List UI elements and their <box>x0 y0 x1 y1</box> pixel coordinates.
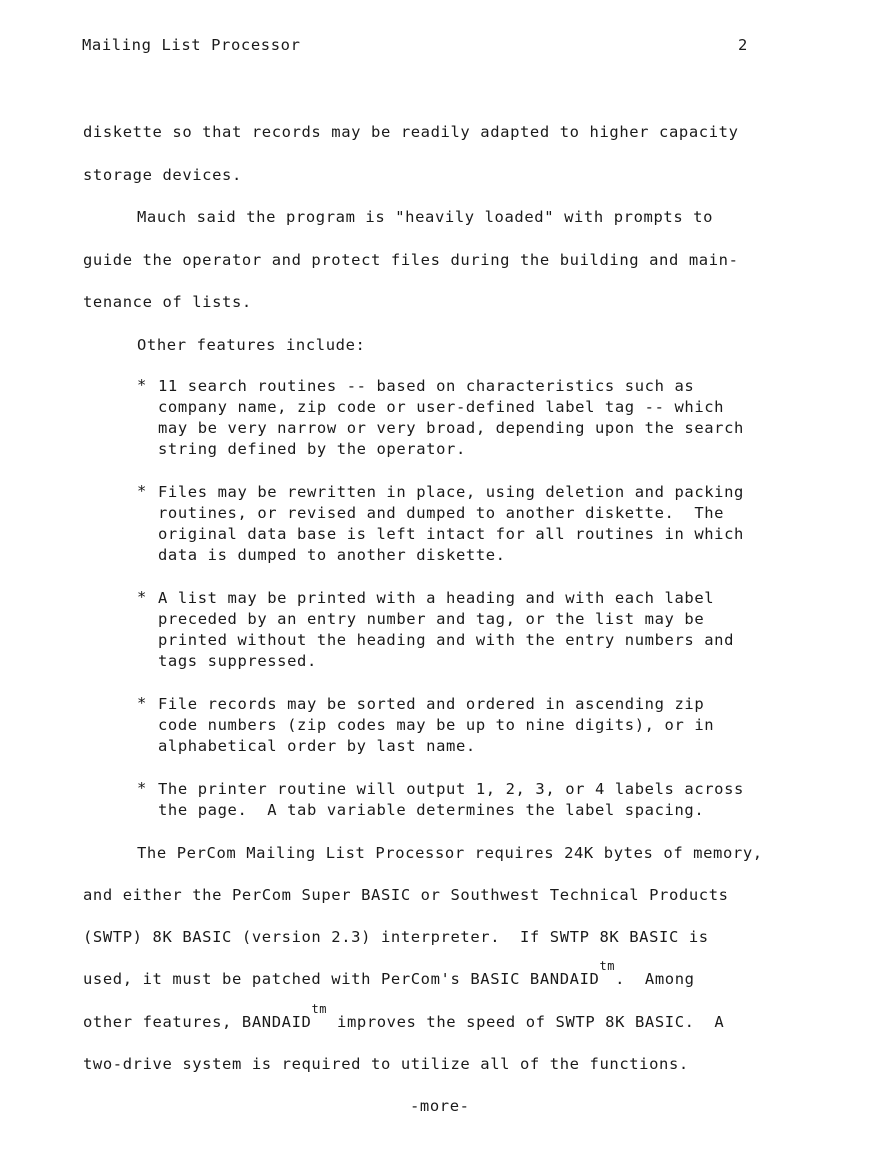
bullet-star: * <box>137 376 147 394</box>
page-number: 2 <box>738 36 748 54</box>
running-header-title: Mailing List Processor <box>82 36 301 54</box>
continuation-marker: -more- <box>410 1097 470 1115</box>
paragraph-line <box>83 1002 725 1033</box>
paragraph-line: tenance of lists. <box>83 293 252 311</box>
text-span: used, it must be patched with PerCom's BASIC BANDAID <box>83 970 600 988</box>
bullet-line: 11 search routines -- based on characteristics such as <box>158 377 695 395</box>
paragraph-line: and either the PerCom Super BASIC or Southwest Technical Products <box>83 886 729 904</box>
bullet-line: File records may be sorted and ordered in ascending zip <box>158 695 705 713</box>
bullet-star: * <box>137 694 147 712</box>
bullet-line: string defined by the operator. <box>158 440 466 458</box>
bullet-line: A list may be printed with a heading and with each label <box>158 589 715 607</box>
bullet-line: original data base is left intact for all routines in which <box>158 525 744 543</box>
bullet-star: * <box>137 779 147 797</box>
text-span: other features, BANDAID <box>83 1013 312 1031</box>
paragraph-line: The PerCom Mailing List Processor requires 24K bytes of memory, <box>137 844 763 862</box>
bullet-line: code numbers (zip codes may be up to nine digits), or in <box>158 716 715 734</box>
paragraph-line: Other features include: <box>137 336 366 354</box>
paragraph-line: Mauch said the program is "heavily loaded" with prompts to <box>137 208 714 226</box>
paragraph-line: guide the operator and protect files during the building and main- <box>83 251 739 269</box>
paragraph-line: (SWTP) 8K BASIC (version 2.3) interpreter. If SWTP 8K BASIC is <box>83 928 709 946</box>
bullet-line: company name, zip code or user-defined label tag -- which <box>158 398 725 416</box>
bullet-line: alphabetical order by last name. <box>158 737 476 755</box>
trademark-mark: tm <box>599 959 616 973</box>
bullet-line: The printer routine will output 1, 2, 3, or 4 labels across <box>158 780 744 798</box>
bullet-star: * <box>137 482 147 500</box>
bullet-line: the page. A tab variable determines the label spacing. <box>158 801 705 819</box>
bullet-line: tags suppressed. <box>158 652 317 670</box>
trademark-mark: tm <box>311 1002 328 1016</box>
bullet-line: printed without the heading and with the entry numbers and <box>158 631 735 649</box>
text-span: improves the speed of SWTP 8K BASIC. A <box>327 1013 725 1031</box>
bullet-line: Files may be rewritten in place, using deletion and packing <box>158 483 744 501</box>
paragraph-line <box>83 959 695 990</box>
bullet-line: preceded by an entry number and tag, or the list may be <box>158 610 705 628</box>
paragraph-line: two-drive system is required to utilize all of the functions. <box>83 1055 689 1073</box>
paragraph-line: storage devices. <box>83 166 242 184</box>
bullet-line: may be very narrow or very broad, depending upon the search <box>158 419 744 437</box>
bullet-line: routines, or revised and dumped to another diskette. The <box>158 504 725 522</box>
bullet-star: * <box>137 588 147 606</box>
paragraph-line: diskette so that records may be readily adapted to higher capacity <box>83 123 739 141</box>
bullet-line: data is dumped to another diskette. <box>158 546 506 564</box>
text-span: . Among <box>615 970 695 988</box>
